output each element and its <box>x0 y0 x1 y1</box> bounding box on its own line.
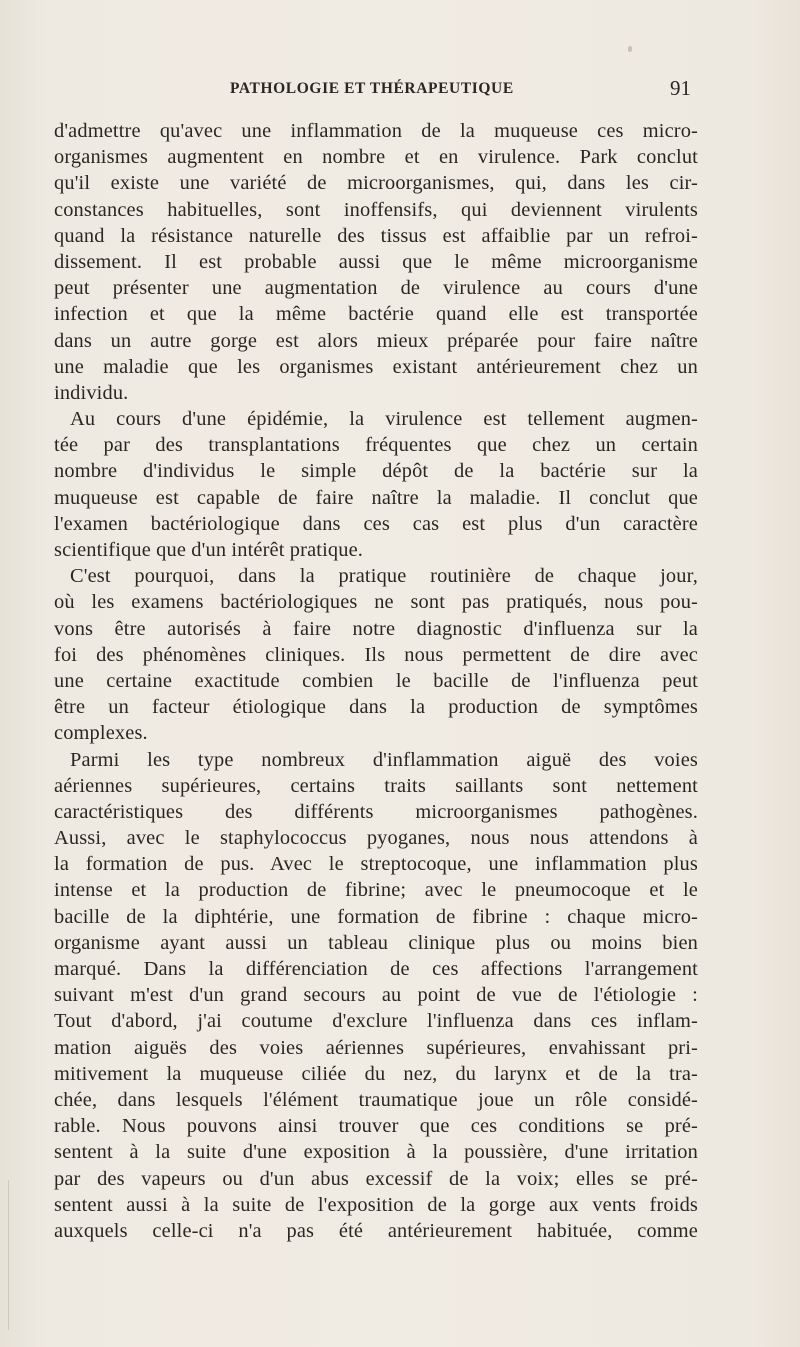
text-line: Tout d'abord, j'ai coutume d'exclure l'influenza dans ces inflam- <box>54 1010 698 1033</box>
text-line: C'est pourquoi, dans la pratique routinière de chaque jour, <box>70 565 698 588</box>
text-line: bacille de la diphtérie, une formation de fibrine : chaque micro- <box>54 905 698 928</box>
running-title: PATHOLOGIE ET THÉRAPEUTIQUE <box>230 80 514 97</box>
page-number: 91 <box>670 76 691 100</box>
text-line: suivant m'est d'un grand secours au point de vue de l'étiologie : <box>54 984 698 1007</box>
text-line: complexes. <box>54 722 148 745</box>
text-line: la formation de pus. Avec le streptocoque, une inflammation plus <box>54 853 698 876</box>
text-line: Aussi, avec le staphylococcus pyoganes, nous nous attendons à <box>54 827 698 850</box>
text-line: qu'il existe une variété de microorganismes, qui, dans les cir- <box>54 172 698 195</box>
text-line: marqué. Dans la différenciation de ces affections l'arrangement <box>54 958 698 980</box>
page-header <box>0 76 800 106</box>
text-line: d'admettre qu'avec une inflammation de la muqueuse ces micro- <box>54 120 698 142</box>
text-line: par des vapeurs ou d'un abus excessif de la voix; elles se pré- <box>54 1167 698 1190</box>
text-line: dissement. Il est probable aussi que le même microorganisme <box>54 250 698 273</box>
text-line: Au cours d'une épidémie, la virulence est tellement augmen- <box>70 408 698 431</box>
body-text <box>54 118 698 1244</box>
text-line: organisme ayant aussi un tableau clinique plus ou moins bien <box>54 931 698 954</box>
text-line: dans un autre gorge est alors mieux préparée pour faire naître <box>54 329 698 352</box>
text-line: rable. Nous pouvons ainsi trouver que ces conditions se pré- <box>54 1115 698 1138</box>
text-line: nombre d'individus le simple dépôt de la bactérie sur la <box>54 460 698 483</box>
text-line: peut présenter une augmentation de virulence au cours d'une <box>54 277 698 300</box>
text-line: mation aiguës des voies aériennes supérieures, envahissant pri- <box>54 1036 698 1059</box>
text-line: l'examen bactériologique dans ces cas est plus d'un caractère <box>54 512 698 535</box>
text-line: Parmi les type nombreux d'inflammation aiguë des voies <box>70 748 698 771</box>
text-line: scientifique que d'un intérêt pratique. <box>54 539 364 561</box>
text-line: mitivement la muqueuse ciliée du nez, du larynx et de la tra- <box>54 1062 698 1085</box>
text-line: infection et que la même bactérie quand elle est transportée <box>54 303 698 326</box>
margin-mark <box>8 1180 9 1330</box>
text-line: quand la résistance naturelle des tissus est affaiblie par un refroi- <box>54 224 698 247</box>
text-line: une certaine exactitude combien le bacille de l'influenza peut <box>54 669 698 692</box>
text-line: tée par des transplantations fréquentes que chez un certain <box>54 434 698 457</box>
text-line: chée, dans lesquels l'élément traumatique joue un rôle considé- <box>54 1088 698 1111</box>
paper-speck <box>628 46 632 52</box>
text-line: aériennes supérieures, certains traits saillants sont nettement <box>54 774 698 797</box>
text-line: caractéristiques des différents microorganismes pathogènes. <box>54 800 698 823</box>
text-line: sentent aussi à la suite de l'exposition de la gorge aux vents froids <box>54 1193 698 1216</box>
text-line: être un facteur étiologique dans la production de symptômes <box>54 696 698 719</box>
text-line: intense et la production de fibrine; avec le pneumocoque et le <box>54 879 698 902</box>
text-line: sentent à la suite d'une exposition à la poussière, d'une irritation <box>54 1141 698 1164</box>
text-line: foi des phénomènes cliniques. Ils nous permettent de dire avec <box>54 643 698 666</box>
text-line: où les examens bactériologiques ne sont pas pratiqués, nous pou- <box>54 591 698 614</box>
text-line: vons être autorisés à faire notre diagnostic d'influenza sur la <box>54 617 698 640</box>
text-line: individu. <box>54 381 129 404</box>
text-line: auxquels celle-ci n'a pas été antérieurement habituée, comme <box>54 1219 698 1242</box>
text-line: constances habituelles, sont inoffensifs, qui deviennent virulents <box>54 198 698 221</box>
text-line: organismes augmentent en nombre et en virulence. Park conclut <box>54 146 698 169</box>
text-line: muqueuse est capable de faire naître la maladie. Il conclut que <box>54 486 698 509</box>
text-line: une maladie que les organismes existant antérieurement chez un <box>54 355 698 378</box>
